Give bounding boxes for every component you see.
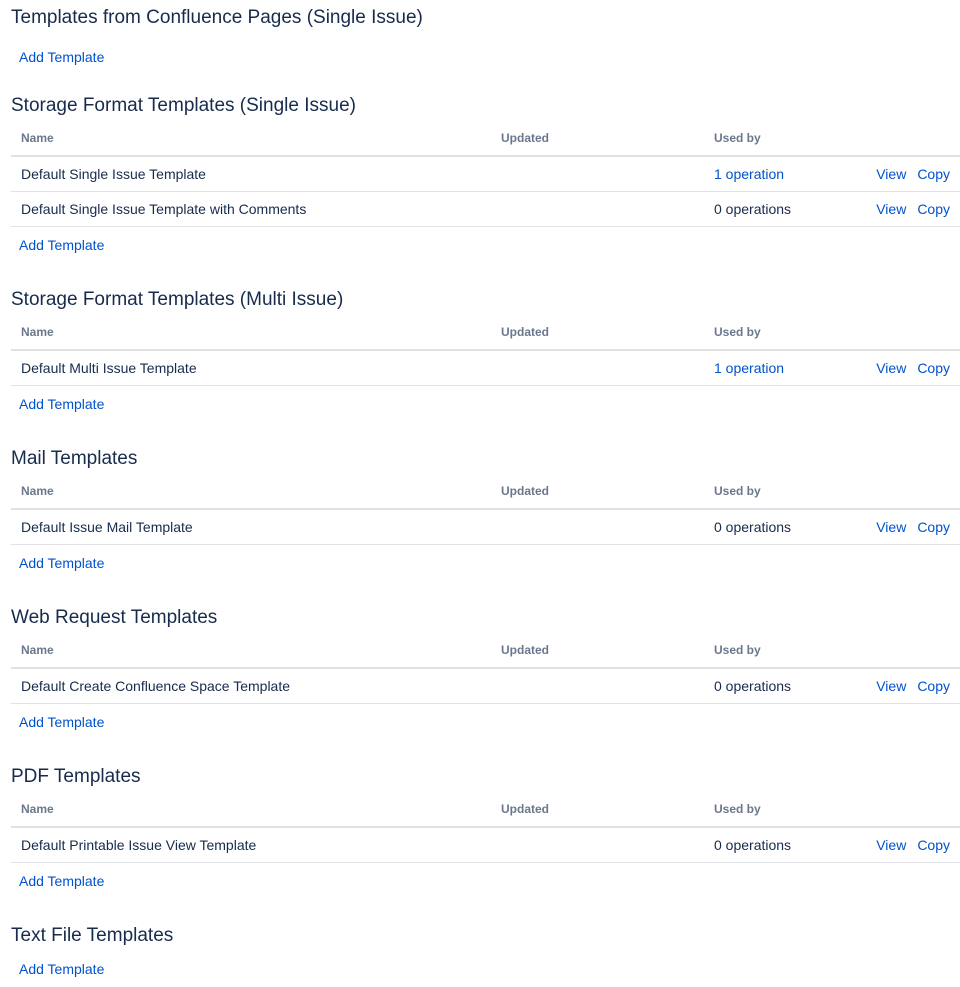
template-used-by: 0 operations (704, 192, 854, 227)
template-used-by-cell (704, 156, 854, 192)
template-name: Default Printable Issue View Template (11, 827, 491, 863)
copy-link[interactable]: Copy (917, 166, 950, 182)
templates-table (11, 632, 960, 704)
add-template-link[interactable]: Add Template (19, 237, 105, 253)
copy-link[interactable]: Copy (917, 519, 950, 535)
column-header-used-by: Used by (704, 791, 854, 827)
column-header-actions (854, 473, 960, 509)
column-header-name: Name (11, 632, 491, 668)
column-header-actions (854, 314, 960, 350)
table-row (11, 192, 960, 227)
section-storage-format-multi-issue (11, 288, 960, 422)
table-row (11, 156, 960, 192)
template-name: Default Single Issue Template (11, 156, 491, 192)
template-updated (491, 509, 704, 545)
copy-link[interactable]: Copy (917, 201, 950, 217)
row-actions (854, 156, 960, 192)
templates-table (11, 473, 960, 545)
templates-table (11, 791, 960, 863)
view-link[interactable]: View (876, 678, 907, 694)
column-header-actions (854, 791, 960, 827)
column-header-used-by: Used by (704, 473, 854, 509)
used-by-link[interactable]: 1 operation (714, 166, 785, 182)
add-template-link[interactable]: Add Template (19, 396, 105, 412)
section-title: Text File Templates (11, 925, 174, 946)
add-template-link[interactable]: Add Template (19, 714, 105, 730)
row-actions (854, 827, 960, 863)
template-updated (491, 668, 704, 704)
template-used-by-cell (704, 350, 854, 386)
template-updated (491, 192, 704, 227)
template-used-by: 0 operations (704, 509, 854, 545)
table-row (11, 350, 960, 386)
view-link[interactable]: View (876, 166, 907, 182)
row-actions (854, 668, 960, 704)
template-updated (491, 156, 704, 192)
used-by-link[interactable]: 1 operation (714, 360, 785, 376)
copy-link[interactable]: Copy (917, 360, 950, 376)
column-header-used-by: Used by (704, 632, 854, 668)
section-mail-templates (11, 447, 960, 581)
column-header-name: Name (11, 791, 491, 827)
view-link[interactable]: View (876, 837, 907, 853)
template-name: Default Multi Issue Template (11, 350, 491, 386)
column-header-name: Name (11, 120, 491, 156)
templates-table (11, 120, 960, 227)
table-header-row (11, 314, 960, 350)
row-actions (854, 192, 960, 227)
table-header-row (11, 632, 960, 668)
table-header-row (11, 120, 960, 156)
column-header-name: Name (11, 473, 491, 509)
column-header-actions (854, 120, 960, 156)
table-row (11, 509, 960, 545)
row-actions (854, 350, 960, 386)
section-confluence-pages-templates (11, 6, 960, 75)
column-header-updated: Updated (491, 314, 704, 350)
copy-link[interactable]: Copy (917, 678, 950, 694)
table-header-row (11, 791, 960, 827)
add-template-link[interactable]: Add Template (19, 555, 105, 571)
column-header-actions (854, 632, 960, 668)
copy-link[interactable]: Copy (917, 837, 950, 853)
column-header-updated: Updated (491, 632, 704, 668)
section-title: PDF Templates (11, 766, 141, 787)
table-row (11, 668, 960, 704)
section-title: Storage Format Templates (Single Issue) (11, 95, 356, 116)
view-link[interactable]: View (876, 360, 907, 376)
column-header-used-by: Used by (704, 314, 854, 350)
row-actions (854, 509, 960, 545)
section-title: Templates from Confluence Pages (Single Issue) (11, 7, 423, 28)
section-storage-format-single-issue (11, 94, 960, 263)
view-link[interactable]: View (876, 519, 907, 535)
template-name: Default Create Confluence Space Template (11, 668, 491, 704)
section-text-file-templates (11, 924, 960, 987)
section-pdf-templates (11, 765, 960, 899)
section-title: Web Request Templates (11, 607, 218, 628)
templates-table (11, 314, 960, 386)
view-link[interactable]: View (876, 201, 907, 217)
template-used-by: 0 operations (704, 668, 854, 704)
template-updated (491, 827, 704, 863)
add-template-link[interactable]: Add Template (19, 961, 105, 977)
section-title: Mail Templates (11, 448, 138, 469)
table-header-row (11, 473, 960, 509)
add-template-link[interactable]: Add Template (19, 49, 105, 65)
section-title: Storage Format Templates (Multi Issue) (11, 289, 344, 310)
template-name: Default Issue Mail Template (11, 509, 491, 545)
template-used-by: 0 operations (704, 827, 854, 863)
column-header-name: Name (11, 314, 491, 350)
table-row (11, 827, 960, 863)
column-header-updated: Updated (491, 120, 704, 156)
template-name: Default Single Issue Template with Comments (11, 192, 491, 227)
column-header-updated: Updated (491, 791, 704, 827)
column-header-used-by: Used by (704, 120, 854, 156)
template-updated (491, 350, 704, 386)
section-web-request-templates (11, 606, 960, 740)
column-header-updated: Updated (491, 473, 704, 509)
add-template-link[interactable]: Add Template (19, 873, 105, 889)
